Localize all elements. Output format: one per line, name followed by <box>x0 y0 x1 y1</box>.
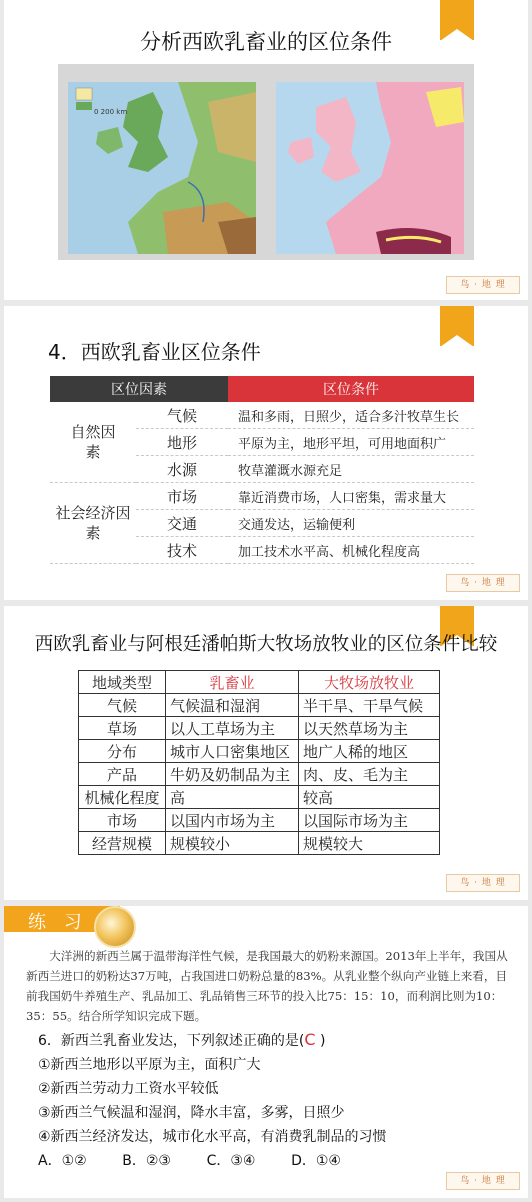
ranch-cell: 半干旱、干旱气候 <box>299 694 440 717</box>
option-3: ③新西兰气候温和湿润，降水丰富，多雾，日照少 <box>38 1105 345 1121</box>
condition-cell: 温和多雨，日照少，适合多汁牧草生长 <box>228 402 474 429</box>
slide-exercise <box>4 906 528 1198</box>
exercise-banner <box>4 906 528 936</box>
table-row <box>79 763 440 786</box>
table-row <box>50 483 474 510</box>
table-row <box>79 717 440 740</box>
ranch-cell: 较高 <box>299 786 440 809</box>
row-key: 机械化程度 <box>79 786 166 809</box>
map-frame <box>58 64 474 260</box>
ranch-cell: 肉、皮、毛为主 <box>299 763 440 786</box>
dairy-cell: 牛奶及奶制品为主 <box>166 763 299 786</box>
stamp-logo: 鸟 · 地 理 <box>446 1172 520 1190</box>
dairy-cell: 规模较小 <box>166 832 299 855</box>
dairy-cell: 以国内市场为主 <box>166 809 299 832</box>
header-ranch: 大牧场放牧业 <box>299 671 440 694</box>
header-region-type: 地域类型 <box>79 671 166 694</box>
bookmark-icon <box>440 306 474 346</box>
answer-mark: C <box>304 1030 316 1049</box>
option-1: ①新西兰地形以平原为主，面积广大 <box>38 1057 261 1073</box>
question-text: 6．新西兰乳畜业发达，下列叙述正确的是( <box>38 1033 305 1049</box>
stamp-logo: 鸟 · 地 理 <box>446 874 520 892</box>
question-end: ) <box>315 1033 326 1049</box>
table-row <box>79 786 440 809</box>
table-row <box>50 402 474 429</box>
row-key: 草场 <box>79 717 166 740</box>
ranch-cell: 规模较大 <box>299 832 440 855</box>
answer-choices: A．①② B．②③ C．③④ D．①④ <box>38 1153 341 1169</box>
dairy-cell: 城市人口密集地区 <box>166 740 299 763</box>
question-stem <box>38 1030 325 1050</box>
row-key: 产品 <box>79 763 166 786</box>
condition-cell: 靠近消费市场，人口密集，需求量大 <box>228 483 474 510</box>
condition-cell: 交通发达，运输便利 <box>228 510 474 537</box>
header-factor: 区位因素 <box>50 376 228 402</box>
conditions-table <box>50 376 474 564</box>
row-key: 市场 <box>79 809 166 832</box>
slide-location-conditions <box>4 306 528 600</box>
banner-label: 练 习 <box>28 912 88 933</box>
row-key: 气候 <box>79 694 166 717</box>
header-dairy: 乳畜业 <box>166 671 299 694</box>
table-row <box>79 694 440 717</box>
table-header-row <box>79 671 440 694</box>
factor-cell: 气候 <box>136 402 228 429</box>
stamp-logo: 鸟 · 地 理 <box>446 574 520 592</box>
table-row <box>79 832 440 855</box>
map-scale-label: 0 200 km <box>94 108 128 116</box>
factor-cell: 交通 <box>136 510 228 537</box>
factor-cell: 地形 <box>136 429 228 456</box>
dairy-cell: 以人工草场为主 <box>166 717 299 740</box>
comparison-table <box>78 670 440 855</box>
row-key: 分布 <box>79 740 166 763</box>
header-condition: 区位条件 <box>228 376 474 402</box>
factor-cell: 技术 <box>136 537 228 564</box>
globe-icon <box>94 906 136 948</box>
table-header-row <box>50 376 474 402</box>
condition-cell: 平原为主，地形平坦，可用地面积广 <box>228 429 474 456</box>
dairy-cell: 气候温和湿润 <box>166 694 299 717</box>
row-key: 经营规模 <box>79 832 166 855</box>
ranch-cell: 以天然草场为主 <box>299 717 440 740</box>
exercise-passage: 大洋洲的新西兰属于温带海洋性气候，是我国最大的奶粉来源国。2013年上半年，我国从新西兰进口的奶粉达37万吨，占我国进口奶粉总量的83%。从乳业整个纵向产业链上来看，目前我国奶牛养殖生产、乳品加工、乳品销售三环节的投入比75：15：10，而利润比则为10：35：55。结合所学知识完成下题。 <box>26 949 508 1023</box>
factor-cell: 水源 <box>136 456 228 483</box>
factor-cell: 市场 <box>136 483 228 510</box>
option-4: ④新西兰经济发达，城市化水平高，有消费乳制品的习惯 <box>38 1129 387 1145</box>
slide3-title: 西欧乳畜业与阿根廷潘帕斯大牧场放牧业的区位条件比较 <box>34 634 498 655</box>
option-2: ②新西兰劳动力工资水平较低 <box>38 1081 219 1097</box>
terrain-map <box>68 82 256 254</box>
slide-map <box>4 0 528 300</box>
condition-cell: 加工技术水平高、机械化程度高 <box>228 537 474 564</box>
land-use-map <box>276 82 464 254</box>
slide1-title: 分析西欧乳畜业的区位条件 <box>140 30 392 54</box>
slide-comparison <box>4 606 528 900</box>
ranch-cell: 地广人稀的地区 <box>299 740 440 763</box>
slide2-heading: 4．西欧乳畜业区位条件 <box>48 340 261 364</box>
ranch-cell: 以国际市场为主 <box>299 809 440 832</box>
stamp-logo: 鸟 · 地 理 <box>446 276 520 294</box>
table-row <box>79 740 440 763</box>
dairy-cell: 高 <box>166 786 299 809</box>
group-social-economic: 社会经济因素 <box>50 483 136 564</box>
condition-cell: 牧草灌溉水源充足 <box>228 456 474 483</box>
table-row <box>79 809 440 832</box>
group-natural: 自然因素 <box>50 402 136 483</box>
